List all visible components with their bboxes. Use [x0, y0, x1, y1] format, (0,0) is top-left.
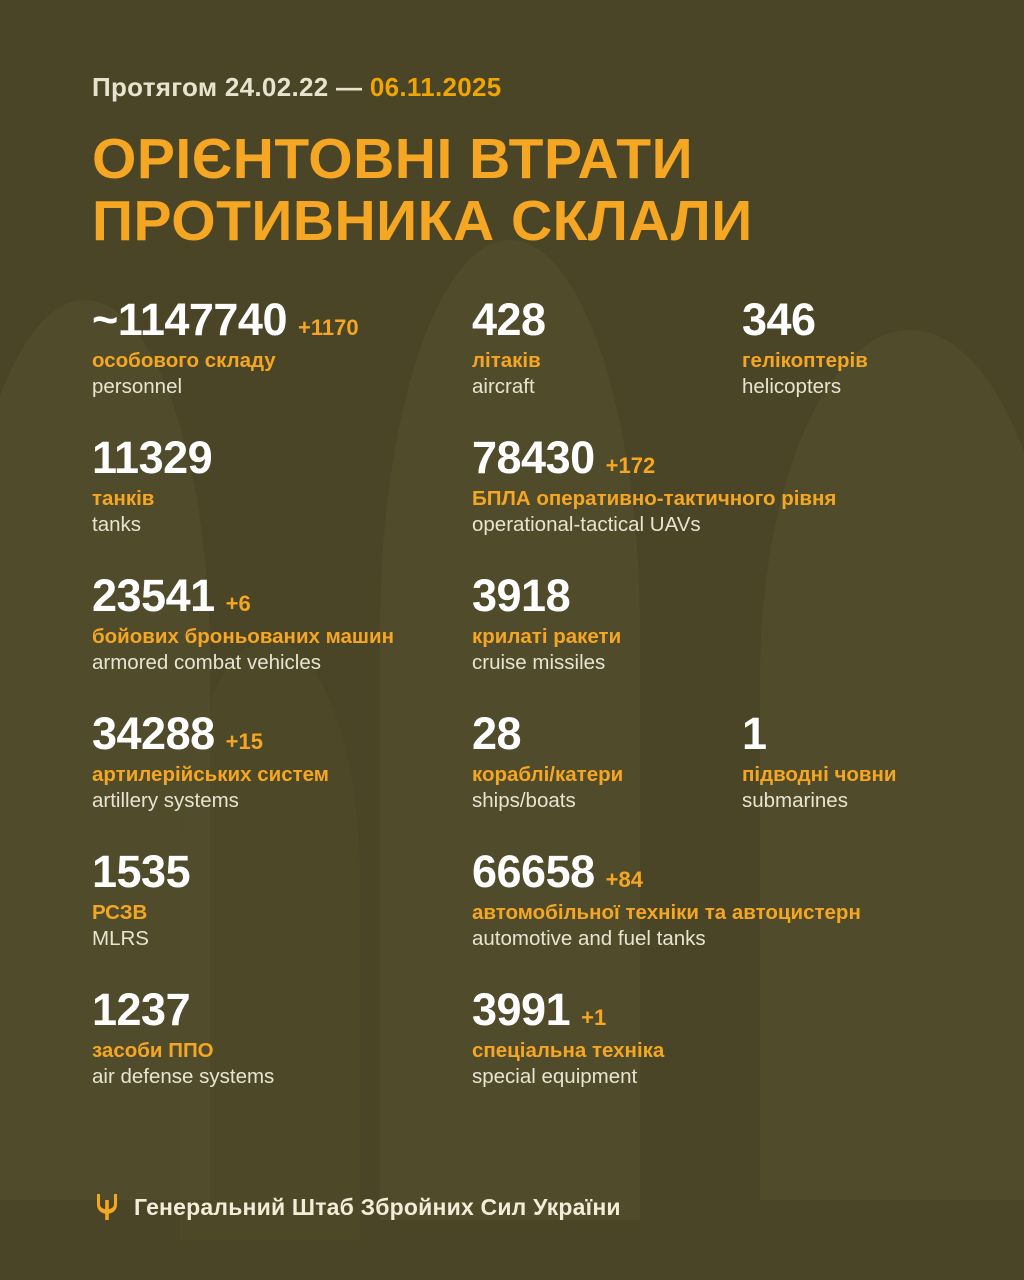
stat-label-ua: танків — [92, 487, 155, 511]
stat-special-equipment — [472, 986, 932, 1102]
stat-value-line — [92, 570, 472, 622]
stat-label-en: helicopters — [742, 375, 842, 399]
stat-delta: +6 — [225, 591, 251, 617]
stat-label-en: special equipment — [472, 1065, 638, 1089]
title-line-1: ОРІЄНТОВНІ ВТРАТИ — [92, 127, 694, 191]
stat-value-line — [92, 432, 472, 484]
stat-value: 34288 — [92, 708, 215, 760]
stat-label-en: cruise missiles — [472, 651, 606, 675]
stat-submarines — [742, 710, 932, 826]
stat-label-en: tanks — [92, 513, 141, 537]
stat-label-ua: крилаті ракети — [472, 625, 622, 649]
stat-label-en: aircraft — [472, 375, 535, 399]
page-title — [92, 129, 932, 252]
stat-label-en: air defense systems — [92, 1065, 275, 1089]
stat-delta: +84 — [605, 867, 643, 893]
report-date: 06.11.2025 — [369, 72, 502, 102]
stat-label-ua: гелікоптерів — [742, 349, 868, 373]
stat-value: 346 — [742, 294, 816, 346]
stat-label-ua: БПЛА оперативно-тактичного рівня — [472, 487, 837, 511]
stats-row — [92, 986, 932, 1102]
stat-label-ua: підводні човни — [742, 763, 897, 787]
stat-value: 1237 — [92, 984, 191, 1036]
stat-cruise-missiles — [472, 572, 932, 688]
trident-icon — [96, 1192, 118, 1222]
stat-aircraft — [472, 296, 742, 412]
stat-value-line — [742, 294, 932, 346]
stat-value: 1 — [742, 708, 767, 760]
stat-delta: +1170 — [297, 315, 359, 341]
stat-label-ua: засоби ППО — [92, 1039, 214, 1063]
stat-personnel — [92, 296, 472, 412]
stat-value: 1535 — [92, 846, 191, 898]
stat-tanks — [92, 434, 472, 550]
stat-label-en: personnel — [92, 375, 183, 399]
stat-value: 78430 — [472, 432, 595, 484]
stat-label-en: operational-tactical UAVs — [472, 513, 701, 537]
stats-row — [92, 434, 932, 550]
stat-label-ua: артилерійських систем — [92, 763, 329, 787]
stat-label-en: armored combat vehicles — [92, 651, 322, 675]
stat-value: ~1147740 — [92, 294, 287, 346]
stat-mlrs — [92, 848, 472, 964]
stat-label-ua: бойових броньованих машин — [92, 625, 395, 649]
stat-value-line — [92, 708, 472, 760]
stat-label-en: automotive and fuel tanks — [472, 927, 706, 951]
stat-value-line — [472, 846, 932, 898]
stat-ships — [472, 710, 742, 826]
stat-air-defense — [92, 986, 472, 1102]
stat-label-en: submarines — [742, 789, 848, 813]
stat-value: 3991 — [472, 984, 571, 1036]
stat-delta: +172 — [605, 453, 656, 479]
footer — [96, 1192, 621, 1222]
stat-value-line — [472, 708, 742, 760]
stats-row — [92, 296, 932, 412]
stat-delta: +15 — [225, 729, 263, 755]
stat-value-line — [472, 570, 932, 622]
stat-value: 11329 — [92, 432, 213, 484]
stat-artillery — [92, 710, 472, 826]
stat-value-line — [92, 984, 472, 1036]
stat-armored-vehicles — [92, 572, 472, 688]
stat-label-ua: РСЗВ — [92, 901, 148, 925]
stat-label-en: ships/boats — [472, 789, 576, 813]
stat-value-line — [742, 708, 932, 760]
stats-grid — [92, 296, 932, 1102]
stat-uavs — [472, 434, 932, 550]
stat-value: 23541 — [92, 570, 215, 622]
stat-value: 3918 — [472, 570, 571, 622]
stat-value-line — [92, 294, 472, 346]
dateline — [92, 72, 932, 103]
stat-label-en: MLRS — [92, 927, 149, 951]
stat-label-ua: автомобільної техніки та автоцистерн — [472, 901, 861, 925]
stat-value-line — [472, 984, 932, 1036]
stats-row — [92, 572, 932, 688]
stat-label-ua: особового складу — [92, 349, 276, 373]
period-prefix: Протягом 24.02.22 — — [92, 72, 363, 102]
stat-delta: +1 — [581, 1005, 607, 1031]
stat-helicopters — [742, 296, 932, 412]
stat-automotive — [472, 848, 932, 964]
stat-value: 428 — [472, 294, 546, 346]
stat-label-ua: кораблі/катери — [472, 763, 624, 787]
stats-row — [92, 710, 932, 826]
stat-value-line — [472, 432, 932, 484]
stats-row — [92, 848, 932, 964]
stat-value: 28 — [472, 708, 522, 760]
stat-value: 66658 — [472, 846, 595, 898]
stat-label-en: artillery systems — [92, 789, 239, 813]
stat-value-line — [92, 846, 472, 898]
stat-label-ua: літаків — [472, 349, 541, 373]
title-line-2: ПРОТИВНИКА СКЛАЛИ — [92, 188, 753, 253]
footer-text: Генеральний Штаб Збройних Сил України — [134, 1193, 621, 1220]
stat-value-line — [472, 294, 742, 346]
stat-label-ua: спеціальна техніка — [472, 1039, 665, 1063]
